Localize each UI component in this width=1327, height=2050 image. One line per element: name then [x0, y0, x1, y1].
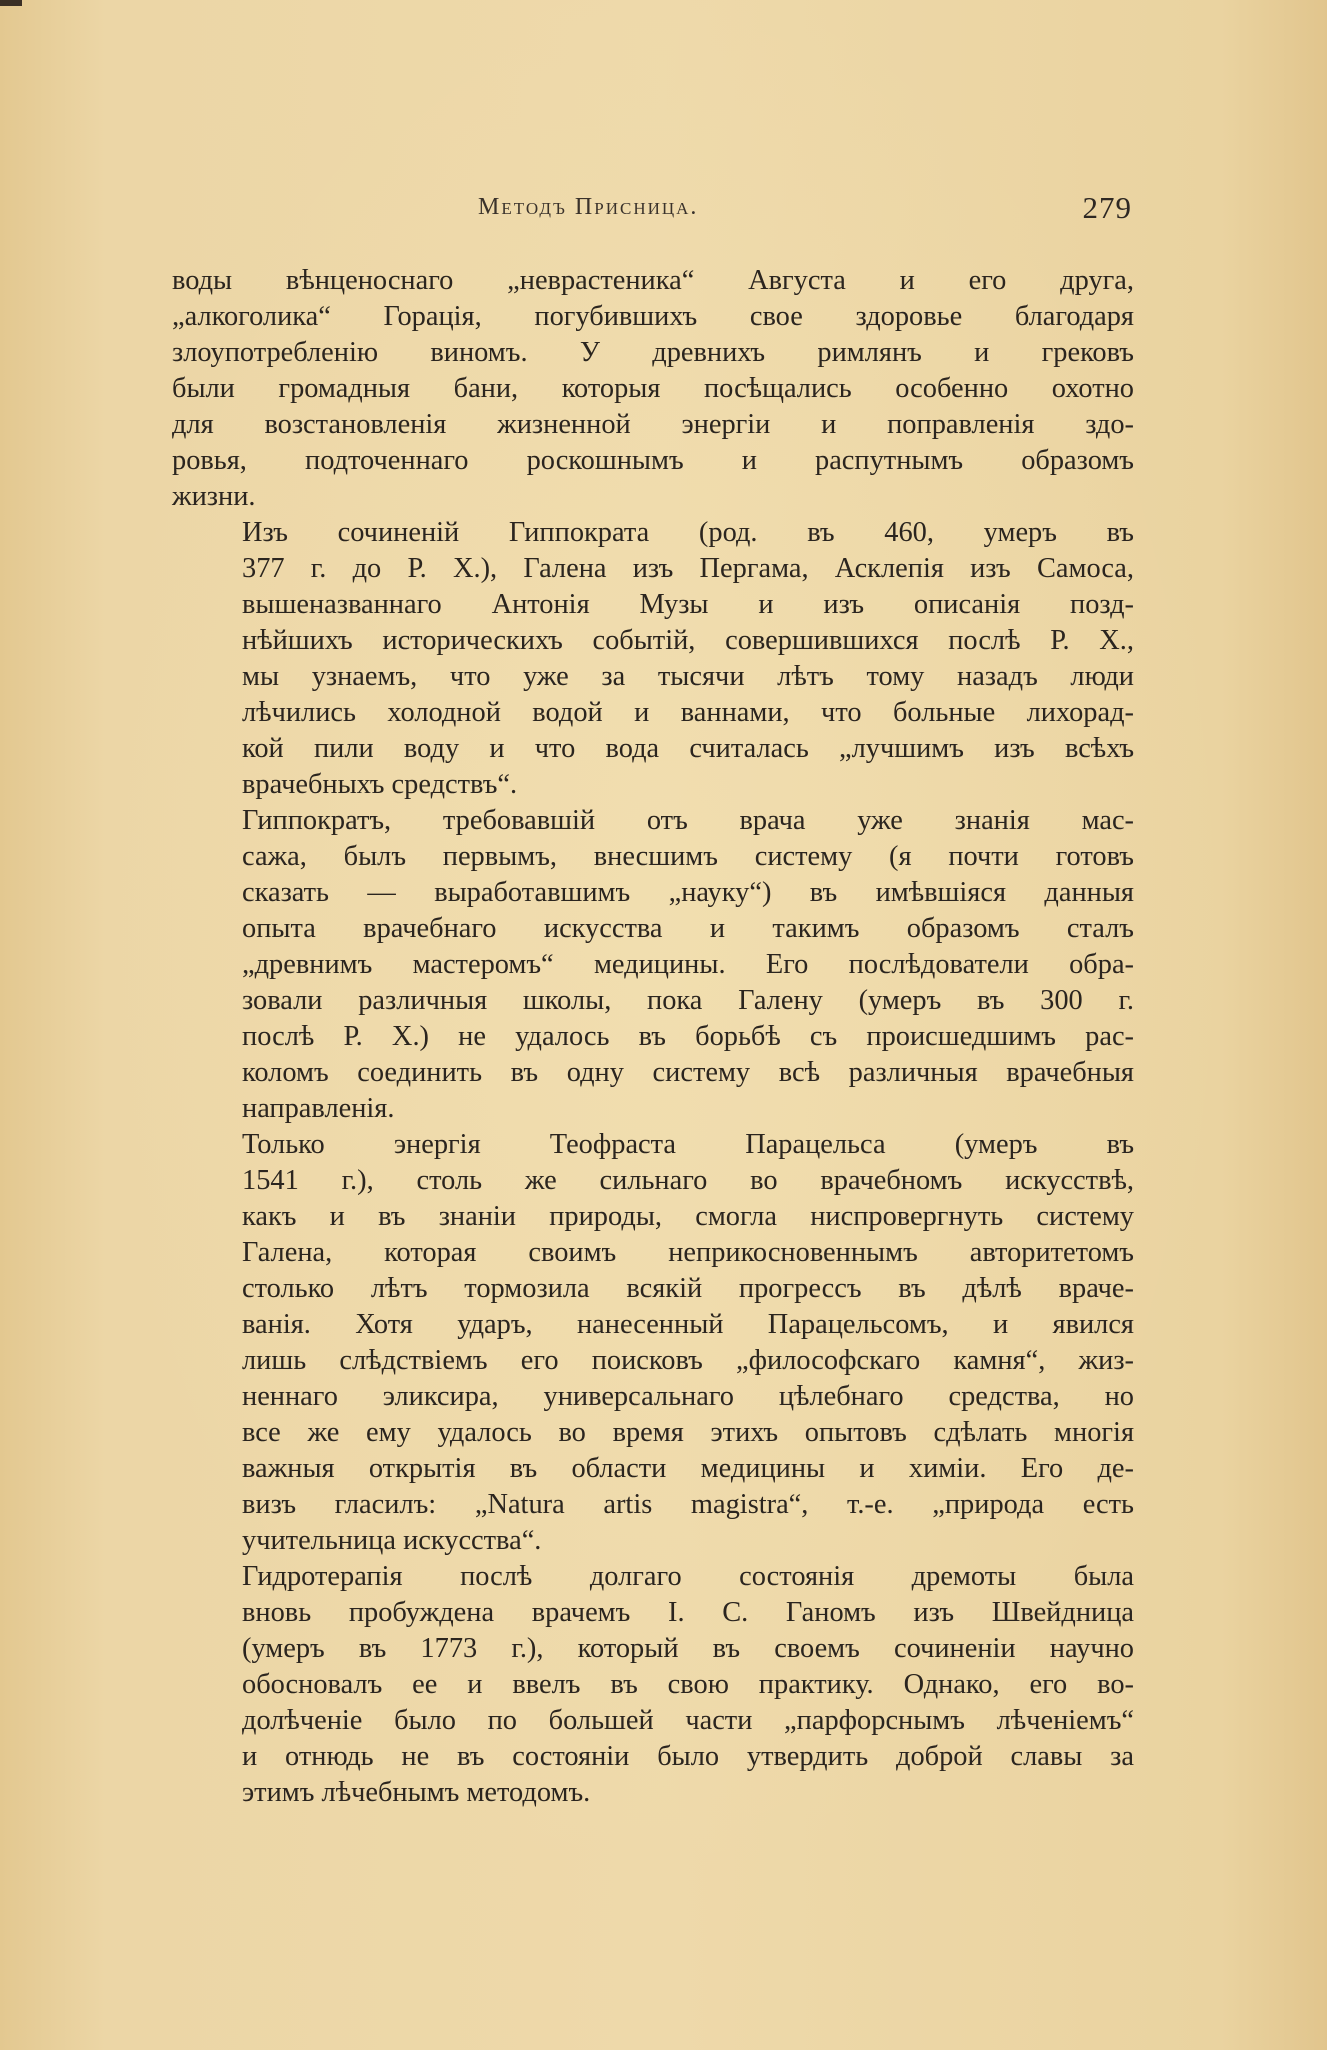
text-line: „алкоголика“ Горація, погубившихъ свое здоровье благодаря — [172, 301, 1134, 332]
text-line: лѣчились холодной водой и ваннами, что больные лихорад- — [242, 697, 1134, 728]
text-line: „древнимъ мастеромъ“ медицины. Его послѣдователи обра- — [242, 949, 1134, 980]
text-line: сажа, былъ первымъ, внесшимъ систему (я почти готовъ — [242, 841, 1134, 872]
text-line: какъ и въ знаніи природы, смогла ниспровергнуть систему — [242, 1201, 1134, 1232]
text-line: (умеръ въ 1773 г.), который въ своемъ сочиненіи научно — [242, 1633, 1134, 1664]
text-line: нѣйшихъ историческихъ событій, совершившихся послѣ Р. Х., — [242, 625, 1134, 656]
paragraph — [172, 515, 1134, 803]
text-line: и отнюдь не въ состояніи было утвердить доброй славы за — [242, 1741, 1134, 1772]
text-line: ванія. Хотя ударъ, нанесенный Парацельсомъ, и явился — [242, 1309, 1134, 1340]
text-line: Только энергія Теофраста Парацельса (умеръ въ — [242, 1129, 1134, 1160]
text-line: столько лѣтъ тормозила всякій прогрессъ въ дѣлѣ враче- — [242, 1273, 1134, 1304]
text-line: воды вѣнценоснаго „неврастеника“ Августа и его друга, — [172, 265, 1134, 296]
text-line: учительница искусства“. — [242, 1525, 542, 1556]
text-line: все же ему удалось во время этихъ опытовъ сдѣлать многія — [242, 1417, 1134, 1448]
paragraph — [172, 1559, 1134, 1811]
text-line: направленія. — [242, 1093, 395, 1124]
running-title: Методъ Присница. — [478, 194, 699, 220]
paragraph — [172, 1127, 1134, 1559]
text-line: вышеназваннаго Антонія Музы и изъ описанія позд- — [242, 589, 1134, 620]
paragraph — [172, 263, 1134, 515]
text-line: Изъ сочиненій Гиппократа (род. въ 460, умеръ въ — [242, 517, 1134, 548]
text-line: мы узнаемъ, что уже за тысячи лѣтъ тому назадъ люди — [242, 661, 1134, 692]
text-line: опыта врачебнаго искусства и такимъ образомъ сталъ — [242, 913, 1134, 944]
text-line: коломъ соединить въ одну систему всѣ различныя врачебныя — [242, 1057, 1134, 1088]
paragraph — [172, 803, 1134, 1127]
text-line: 1541 г.), столь же сильнаго во врачебномъ искусствѣ, — [242, 1165, 1134, 1196]
text-line: ровья, подточеннаго роскошнымъ и распутнымъ образомъ — [172, 445, 1134, 476]
page-edge-mark — [0, 0, 22, 6]
text-line: лишь слѣдствіемъ его поисковъ „философскаго камня“, жиз- — [242, 1345, 1134, 1376]
text-line: обосновалъ ее и ввелъ въ свою практику. Однако, его во- — [242, 1669, 1134, 1700]
text-line: долѣченіе было по большей части „парфорснымъ лѣченіемъ“ — [242, 1705, 1134, 1736]
page-number: 279 — [1082, 190, 1132, 225]
text-line: были громадныя бани, которыя посѣщались особенно охотно — [172, 373, 1134, 404]
text-line: Галена, которая своимъ неприкосновеннымъ авторитетомъ — [242, 1237, 1134, 1268]
text-line: жизни. — [172, 481, 256, 512]
text-line: послѣ Р. Х.) не удалось въ борьбѣ съ происшедшимъ рас- — [242, 1021, 1134, 1052]
text-line: 377 г. до Р. Х.), Галена изъ Пергама, Асклепія изъ Самоса, — [242, 553, 1134, 584]
text-line: важныя открытія въ области медицины и химіи. Его де- — [242, 1453, 1134, 1484]
text-line: неннаго эликсира, универсальнаго цѣлебнаго средства, но — [242, 1381, 1134, 1412]
text-line: врачебныхъ средствъ“. — [242, 769, 518, 800]
text-line: сказать — выработавшимъ „науку“) въ имѣвшіяся данныя — [242, 877, 1134, 908]
body-text — [172, 263, 1134, 1811]
text-line: Гидротерапія послѣ долгаго состоянія дремоты была — [242, 1561, 1134, 1592]
text-line: зовали различныя школы, пока Галену (умеръ въ 300 г. — [242, 985, 1134, 1016]
text-line: Гиппократъ, требовавшій отъ врача уже знанія мас- — [242, 805, 1134, 836]
text-line: вновь пробуждена врачемъ I. С. Ганомъ изъ Швейдница — [242, 1597, 1134, 1628]
text-line: визъ гласилъ: „Natura artis magistra“, т.-е. „природа есть — [242, 1489, 1134, 1520]
text-line: этимъ лѣчебнымъ методомъ. — [242, 1777, 591, 1808]
text-line: злоупотребленію виномъ. У древнихъ римлянъ и грековъ — [172, 337, 1134, 368]
page-header — [172, 190, 1134, 230]
text-line: кой пили воду и что вода считалась „лучшимъ изъ всѣхъ — [242, 733, 1134, 764]
text-line: для возстановленія жизненной энергіи и поправленія здо- — [172, 409, 1134, 440]
